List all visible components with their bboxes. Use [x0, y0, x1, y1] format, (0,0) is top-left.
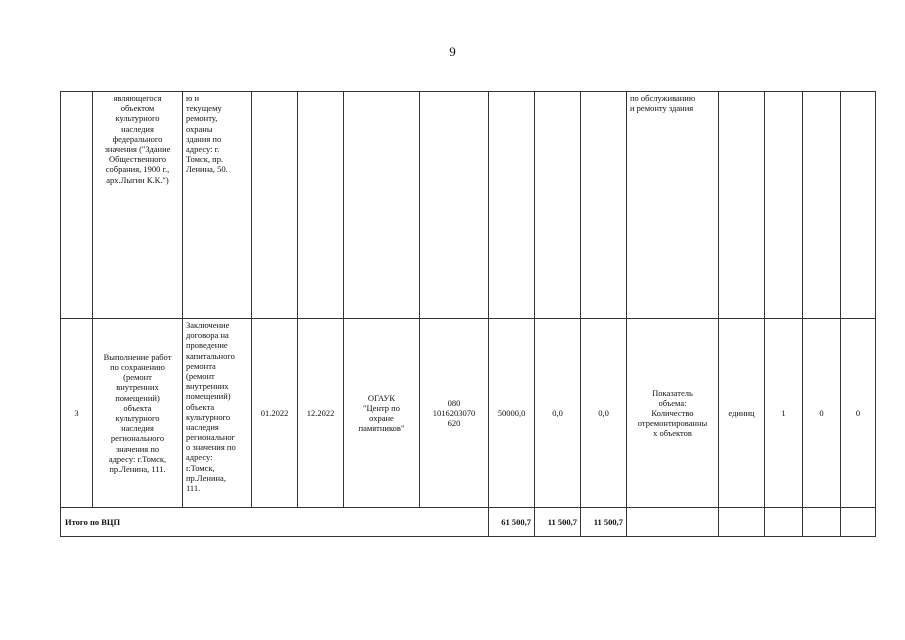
indicator-value-2: 0	[803, 319, 841, 508]
empty-cell	[627, 508, 719, 537]
total-label: Итого по ВЦП	[61, 508, 489, 537]
indicator-name: Показатель объема: Количество отремонтированны х объектов	[627, 319, 719, 508]
empty-cell	[719, 508, 765, 537]
indicator-value-1: 1	[765, 319, 803, 508]
indicator-value-2	[803, 92, 841, 319]
page-number: 9	[449, 44, 456, 59]
amount-year-2	[535, 92, 581, 319]
amount-total: 50000,0	[489, 319, 535, 508]
event-description: ю и текущему ремонту, охраны здания по адресу: г. Томск, пр. Ленина, 50.	[183, 92, 252, 319]
total-amount-year-2: 11 500,7	[535, 508, 581, 537]
indicator-value-1	[765, 92, 803, 319]
budget-code	[420, 92, 489, 319]
amount-year-3	[581, 92, 627, 319]
budget-code: 080 1016203070 620	[420, 319, 489, 508]
empty-cell	[841, 508, 876, 537]
table-row	[61, 319, 876, 508]
executor: ОГАУК "Центр по охране памятников"	[344, 319, 420, 508]
work-name: являющегося объектом культурного наследия федерального значения ("Здание Общественного собрания, 1900 г., арх.Лыгин К.К.")	[93, 92, 183, 319]
total-amount: 61 500,7	[489, 508, 535, 537]
event-description: Заключение договора на проведение капитального ремонта (ремонт внутренних помещений) объекта культурного наследия региональног о значения по адресу: г.Томск, пр.Ленина, 111.	[183, 319, 252, 508]
indicator-name: по обслуживанию и ремонту здания	[627, 92, 719, 319]
total-amount-year-3: 11 500,7	[581, 508, 627, 537]
amount-total	[489, 92, 535, 319]
end-date	[298, 92, 344, 319]
indicator-value-3	[841, 92, 876, 319]
empty-cell	[765, 508, 803, 537]
unit: единиц	[719, 319, 765, 508]
indicator-value-3: 0	[841, 319, 876, 508]
amount-year-2: 0,0	[535, 319, 581, 508]
executor	[344, 92, 420, 319]
row-number	[61, 92, 93, 319]
program-table	[60, 91, 876, 537]
end-date: 12.2022	[298, 319, 344, 508]
table-row	[61, 92, 876, 319]
work-name: Выполнение работ по сохранению (ремонт внутренних помещений) объекта культурного наследия регионального значения по адресу: г.Томск, пр.Ленина, 111.	[93, 319, 183, 508]
amount-year-3: 0,0	[581, 319, 627, 508]
unit	[719, 92, 765, 319]
empty-cell	[803, 508, 841, 537]
total-row	[61, 508, 876, 537]
start-date	[252, 92, 298, 319]
row-number: 3	[61, 319, 93, 508]
start-date: 01.2022	[252, 319, 298, 508]
